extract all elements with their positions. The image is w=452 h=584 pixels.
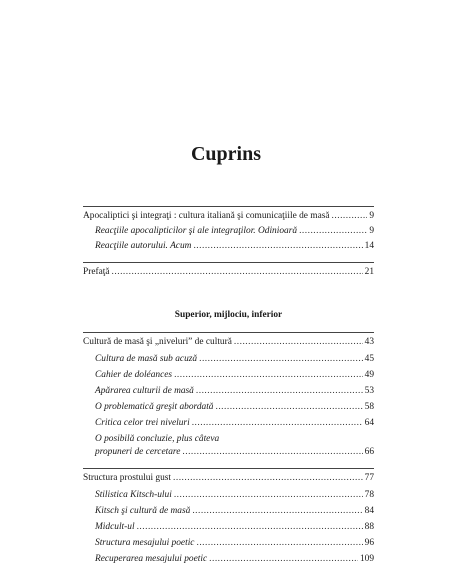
- toc-entry-title: Structura mesajului poetic: [95, 538, 195, 548]
- toc-subentry: [83, 401, 374, 414]
- toc-entry-title: Cultura de masă sub acuză: [95, 354, 198, 364]
- dot-leader: [196, 385, 363, 398]
- toc-entry-page: 88: [364, 522, 374, 532]
- toc-entry-title: Stilistica Kitsch-ului: [95, 490, 172, 500]
- toc-subentry: [83, 385, 374, 398]
- toc-subentry: [83, 369, 374, 382]
- toc-entry-title: Recuperarea mesajului poetic: [95, 554, 208, 564]
- page-title: Cuprins: [190, 143, 262, 165]
- toc-subentry: [83, 521, 374, 534]
- toc-entry-title: Critica celor trei niveluri: [95, 418, 190, 428]
- dot-leader: [209, 553, 358, 566]
- toc-entry-page: 9: [369, 226, 374, 236]
- toc-entry-title: Cultură de masă şi „niveluri” de cultură: [83, 337, 232, 347]
- toc-subentry: [83, 537, 374, 550]
- toc-entry-page: 77: [364, 473, 374, 483]
- toc-subentry: [83, 489, 374, 502]
- toc-entry-title: Reacţiile autorului. Acum: [95, 241, 192, 251]
- toc-entry-title: Kitsch şi cultură de masă: [95, 506, 191, 516]
- toc-entry-page: 58: [364, 402, 374, 412]
- toc-subentry: [83, 240, 374, 253]
- toc-subentry: [83, 225, 374, 238]
- toc-entry-title: O problematică greşit abordată: [95, 402, 214, 412]
- toc-entry-page: 21: [364, 267, 374, 277]
- toc-entry-title: Cahier de doléances: [95, 370, 173, 380]
- toc-entry: [83, 336, 374, 349]
- dot-leader: [199, 353, 363, 366]
- toc-entry: [83, 472, 374, 485]
- toc-subentry: [83, 353, 374, 366]
- toc-subentry: [83, 417, 374, 430]
- toc-subentry: [83, 505, 374, 518]
- dot-leader: [192, 417, 363, 430]
- table-of-contents: [83, 206, 374, 566]
- toc-entry-page: 49: [364, 370, 374, 380]
- dot-leader: [234, 336, 363, 349]
- dot-leader: [332, 210, 368, 223]
- toc-entry-title: Midcult-ul: [95, 522, 135, 532]
- toc-entry-page: 109: [359, 554, 374, 564]
- toc-entry-page: 53: [364, 386, 374, 396]
- toc-entry-title: Structura prostului gust: [83, 473, 172, 483]
- toc-entry-page: 64: [364, 418, 374, 428]
- toc-entry-page: 9: [369, 211, 374, 221]
- toc-subentry: [83, 553, 374, 566]
- toc-entry-title-continuation: propuneri de cercetare: [95, 447, 181, 457]
- toc-entry-page: 45: [364, 354, 374, 364]
- toc-entry-page: 84: [364, 506, 374, 516]
- dot-leader: [174, 489, 363, 502]
- toc-entry-title: Apărarea culturii de masă: [95, 386, 194, 396]
- toc-entry-page: 43: [364, 337, 374, 347]
- toc-entry: [83, 210, 374, 223]
- toc-entry: [83, 266, 374, 279]
- toc-subentry: [83, 446, 374, 459]
- dot-leader: [182, 446, 362, 459]
- dot-leader: [137, 521, 363, 534]
- toc-entry-title: Apocaliptici şi integraţi : cultura italiană şi comunicaţiile de masă: [83, 211, 330, 221]
- dot-leader: [193, 240, 362, 253]
- toc-subentry-title-line: O posibilă concluzie, plus câteva: [95, 434, 220, 444]
- toc-entry-page: 78: [364, 490, 374, 500]
- toc-entry-title: Reacţiile apocalipticilor şi ale integraţilor. Odinioară: [95, 226, 298, 236]
- dot-leader: [192, 505, 362, 518]
- dot-leader: [174, 369, 363, 382]
- toc-entry-page: 66: [364, 447, 374, 457]
- section-heading: Superior, mijlociu, inferior: [174, 310, 283, 320]
- dot-leader: [215, 401, 362, 414]
- dot-leader: [112, 266, 363, 279]
- toc-entry-page: 96: [364, 538, 374, 548]
- dot-leader: [299, 225, 367, 238]
- dot-leader: [196, 537, 362, 550]
- toc-entry-page: 14: [364, 241, 374, 251]
- dot-leader: [173, 472, 363, 485]
- toc-entry-title: Prefaţă: [83, 267, 110, 277]
